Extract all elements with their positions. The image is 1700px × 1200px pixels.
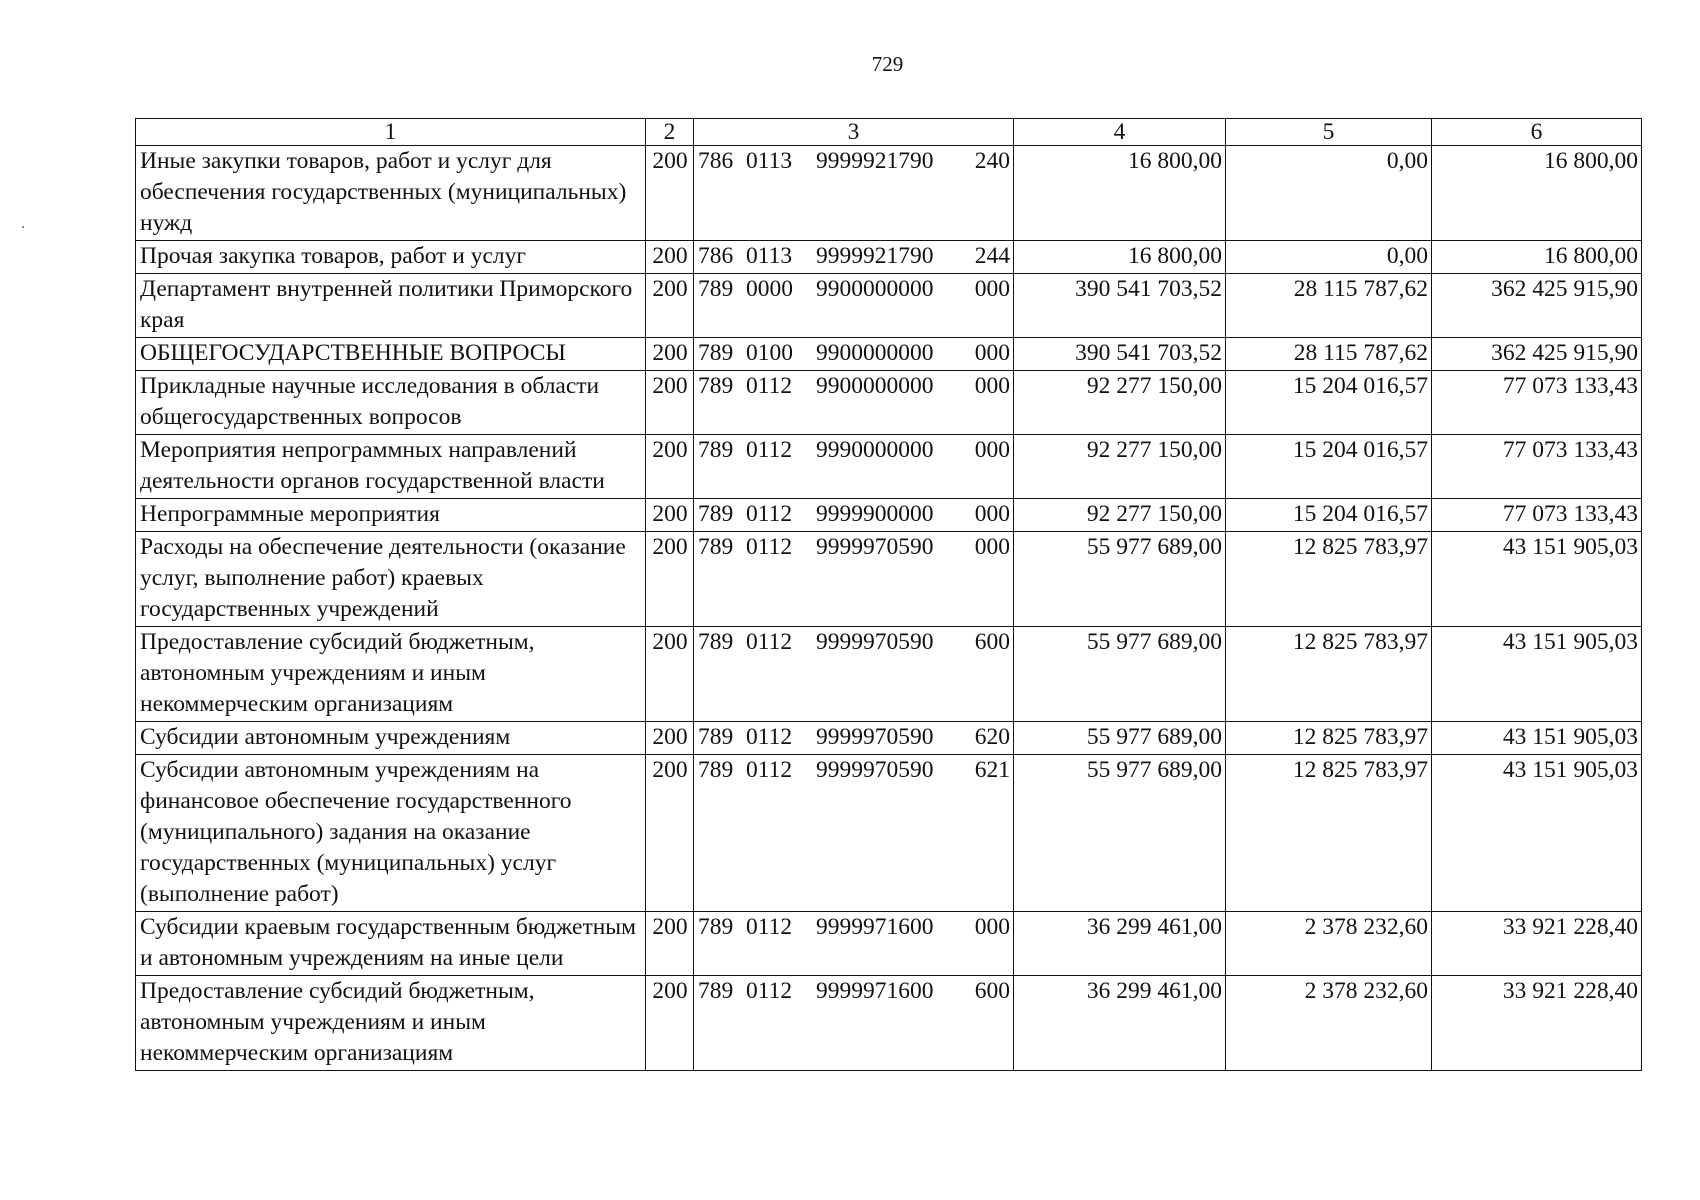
row-code-cell [694, 627, 1014, 722]
target-article-code: 9999971600 [816, 914, 934, 940]
row-col6-amount: 77 073 133,43 [1432, 435, 1642, 499]
target-article-code: 9999970590 [816, 724, 934, 750]
column-header-2: 2 [646, 119, 694, 146]
table-row [136, 371, 1642, 435]
table-row [136, 146, 1642, 241]
expense-type-code: 000 [974, 276, 1010, 302]
row-col6-amount: 43 151 905,03 [1432, 755, 1642, 912]
budget-table [135, 118, 1642, 1071]
target-article-code: 9999970590 [816, 534, 934, 560]
section-code: 0112 [746, 534, 793, 560]
row-col4-amount: 92 277 150,00 [1014, 435, 1226, 499]
table-row [136, 499, 1642, 532]
row-name-cell: ОБЩЕГОСУДАРСТВЕННЫЕ ВОПРОСЫ [136, 338, 646, 371]
row-code-cell [694, 499, 1014, 532]
ved-code: 789 [698, 373, 734, 399]
row-col4-amount: 36 299 461,00 [1014, 912, 1226, 976]
scan-artifact-dot [22, 226, 24, 228]
row-col4-amount: 92 277 150,00 [1014, 371, 1226, 435]
expense-type-code: 620 [974, 724, 1010, 750]
row-code-cell [694, 912, 1014, 976]
ved-code: 789 [698, 340, 734, 366]
row-name-cell: Субсидии автономным учреждениям [136, 722, 646, 755]
section-code: 0112 [746, 629, 793, 655]
row-col4-amount: 92 277 150,00 [1014, 499, 1226, 532]
row-name-cell: Субсидии краевым государственным бюджетным и автономным учреждениям на иные цели [136, 912, 646, 976]
code-line [698, 274, 1010, 305]
section-code: 0112 [746, 757, 793, 783]
row-col5-amount: 12 825 783,97 [1226, 532, 1432, 627]
code-line [698, 241, 1010, 272]
table-row [136, 976, 1642, 1071]
target-article-code: 9999921790 [816, 243, 934, 269]
table-row [136, 338, 1642, 371]
code-line [698, 371, 1010, 402]
row-col6-amount: 43 151 905,03 [1432, 722, 1642, 755]
row-col5-amount: 28 115 787,62 [1226, 338, 1432, 371]
row-name-cell: Мероприятия непрограммных направлений деятельности органов государственной власти [136, 435, 646, 499]
row-code-cell [694, 532, 1014, 627]
ved-code: 789 [698, 978, 734, 1004]
code-line [698, 627, 1010, 658]
section-code: 0100 [746, 340, 793, 366]
row-col2-cell: 200 [646, 274, 694, 338]
row-col6-amount: 77 073 133,43 [1432, 371, 1642, 435]
row-col5-amount: 0,00 [1226, 241, 1432, 274]
row-col4-amount: 55 977 689,00 [1014, 755, 1226, 912]
code-line [698, 499, 1010, 530]
target-article-code: 9900000000 [816, 340, 934, 366]
row-col6-amount: 362 425 915,90 [1432, 274, 1642, 338]
target-article-code: 9999900000 [816, 501, 934, 527]
section-code: 0112 [746, 914, 793, 940]
column-header-5: 5 [1226, 119, 1432, 146]
row-col2-cell: 200 [646, 338, 694, 371]
expense-type-code: 000 [974, 914, 1010, 940]
row-col5-amount: 0,00 [1226, 146, 1432, 241]
ved-code: 789 [698, 437, 734, 463]
row-col5-amount: 15 204 016,57 [1226, 371, 1432, 435]
row-col5-amount: 12 825 783,97 [1226, 755, 1432, 912]
ved-code: 789 [698, 724, 734, 750]
table-row [136, 627, 1642, 722]
code-line [698, 722, 1010, 753]
expense-type-code: 600 [974, 629, 1010, 655]
target-article-code: 9999921790 [816, 148, 934, 174]
row-col2-cell: 200 [646, 627, 694, 722]
code-line [698, 755, 1010, 786]
row-name-cell: Расходы на обеспечение деятельности (оказание услуг, выполнение работ) краевых государственных учреждений [136, 532, 646, 627]
ved-code: 786 [698, 243, 734, 269]
section-code: 0113 [746, 148, 793, 174]
row-col2-cell: 200 [646, 371, 694, 435]
ved-code: 789 [698, 629, 734, 655]
target-article-code: 9999971600 [816, 978, 934, 1004]
code-line [698, 435, 1010, 466]
row-name-cell: Прочая закупка товаров, работ и услуг [136, 241, 646, 274]
target-article-code: 9999970590 [816, 629, 934, 655]
code-line [698, 532, 1010, 563]
row-col5-amount: 15 204 016,57 [1226, 499, 1432, 532]
expense-type-code: 000 [974, 373, 1010, 399]
expense-type-code: 000 [974, 534, 1010, 560]
table-row [136, 241, 1642, 274]
row-col2-cell: 200 [646, 755, 694, 912]
row-col2-cell: 200 [646, 241, 694, 274]
expense-type-code: 621 [974, 757, 1010, 783]
row-code-cell [694, 241, 1014, 274]
row-col6-amount: 362 425 915,90 [1432, 338, 1642, 371]
row-col4-amount: 390 541 703,52 [1014, 338, 1226, 371]
row-col5-amount: 12 825 783,97 [1226, 627, 1432, 722]
row-col6-amount: 33 921 228,40 [1432, 976, 1642, 1071]
row-col2-cell: 200 [646, 722, 694, 755]
row-col5-amount: 12 825 783,97 [1226, 722, 1432, 755]
ved-code: 789 [698, 914, 734, 940]
table-row [136, 274, 1642, 338]
section-code: 0113 [746, 243, 793, 269]
row-col4-amount: 55 977 689,00 [1014, 532, 1226, 627]
row-code-cell [694, 976, 1014, 1071]
table-row [136, 912, 1642, 976]
expense-type-code: 244 [974, 243, 1010, 269]
row-col2-cell: 200 [646, 976, 694, 1071]
row-code-cell [694, 274, 1014, 338]
column-header-6: 6 [1432, 119, 1642, 146]
section-code: 0112 [746, 373, 793, 399]
expense-type-code: 240 [974, 148, 1010, 174]
ved-code: 789 [698, 757, 734, 783]
table-row [136, 532, 1642, 627]
table-row [136, 722, 1642, 755]
table-header-row [136, 119, 1642, 146]
expense-type-code: 000 [974, 437, 1010, 463]
section-code: 0112 [746, 501, 793, 527]
row-col5-amount: 15 204 016,57 [1226, 435, 1432, 499]
code-line [698, 976, 1010, 1007]
ved-code: 789 [698, 276, 734, 302]
row-col2-cell: 200 [646, 146, 694, 241]
row-col6-amount: 33 921 228,40 [1432, 912, 1642, 976]
row-name-cell: Субсидии автономным учреждениям на финансовое обеспечение государственного (муниципального) задания на оказание государственных (муниципальных) услуг (выполнение работ) [136, 755, 646, 912]
row-col4-amount: 55 977 689,00 [1014, 722, 1226, 755]
row-col2-cell: 200 [646, 532, 694, 627]
expense-type-code: 000 [974, 340, 1010, 366]
row-col6-amount: 77 073 133,43 [1432, 499, 1642, 532]
row-col6-amount: 16 800,00 [1432, 146, 1642, 241]
row-name-cell: Иные закупки товаров, работ и услуг для обеспечения государственных (муниципальных) нужд [136, 146, 646, 241]
target-article-code: 9999970590 [816, 757, 934, 783]
row-name-cell: Прикладные научные исследования в области общегосударственных вопросов [136, 371, 646, 435]
row-col4-amount: 390 541 703,52 [1014, 274, 1226, 338]
row-name-cell: Непрограммные мероприятия [136, 499, 646, 532]
page-number: 729 [871, 52, 904, 76]
section-code: 0112 [746, 978, 793, 1004]
row-code-cell [694, 755, 1014, 912]
row-col5-amount: 2 378 232,60 [1226, 976, 1432, 1071]
row-col2-cell: 200 [646, 912, 694, 976]
target-article-code: 9900000000 [816, 373, 934, 399]
column-header-1: 1 [136, 119, 646, 146]
row-col4-amount: 16 800,00 [1014, 146, 1226, 241]
code-line [698, 338, 1010, 369]
code-line [698, 146, 1010, 177]
row-col4-amount: 55 977 689,00 [1014, 627, 1226, 722]
row-col5-amount: 28 115 787,62 [1226, 274, 1432, 338]
section-code: 0000 [746, 276, 793, 302]
row-name-cell: Предоставление субсидий бюджетным, автономным учреждениям и иным некоммерческим организациям [136, 976, 646, 1071]
row-code-cell [694, 146, 1014, 241]
row-code-cell [694, 722, 1014, 755]
row-col2-cell: 200 [646, 499, 694, 532]
target-article-code: 9990000000 [816, 437, 934, 463]
expense-type-code: 000 [974, 501, 1010, 527]
row-col5-amount: 2 378 232,60 [1226, 912, 1432, 976]
column-header-3: 3 [694, 119, 1014, 146]
row-col4-amount: 36 299 461,00 [1014, 976, 1226, 1071]
row-col6-amount: 43 151 905,03 [1432, 627, 1642, 722]
ved-code: 786 [698, 148, 734, 174]
table-row [136, 435, 1642, 499]
row-col6-amount: 16 800,00 [1432, 241, 1642, 274]
row-code-cell [694, 435, 1014, 499]
row-code-cell [694, 371, 1014, 435]
row-code-cell [694, 338, 1014, 371]
section-code: 0112 [746, 724, 793, 750]
expense-type-code: 600 [974, 978, 1010, 1004]
row-col2-cell: 200 [646, 435, 694, 499]
row-name-cell: Предоставление субсидий бюджетным, автономным учреждениям и иным некоммерческим организациям [136, 627, 646, 722]
ved-code: 789 [698, 534, 734, 560]
row-col6-amount: 43 151 905,03 [1432, 532, 1642, 627]
code-line [698, 912, 1010, 943]
row-name-cell: Департамент внутренней политики Приморского края [136, 274, 646, 338]
row-col4-amount: 16 800,00 [1014, 241, 1226, 274]
section-code: 0112 [746, 437, 793, 463]
table-row [136, 755, 1642, 912]
target-article-code: 9900000000 [816, 276, 934, 302]
ved-code: 789 [698, 501, 734, 527]
column-header-4: 4 [1014, 119, 1226, 146]
